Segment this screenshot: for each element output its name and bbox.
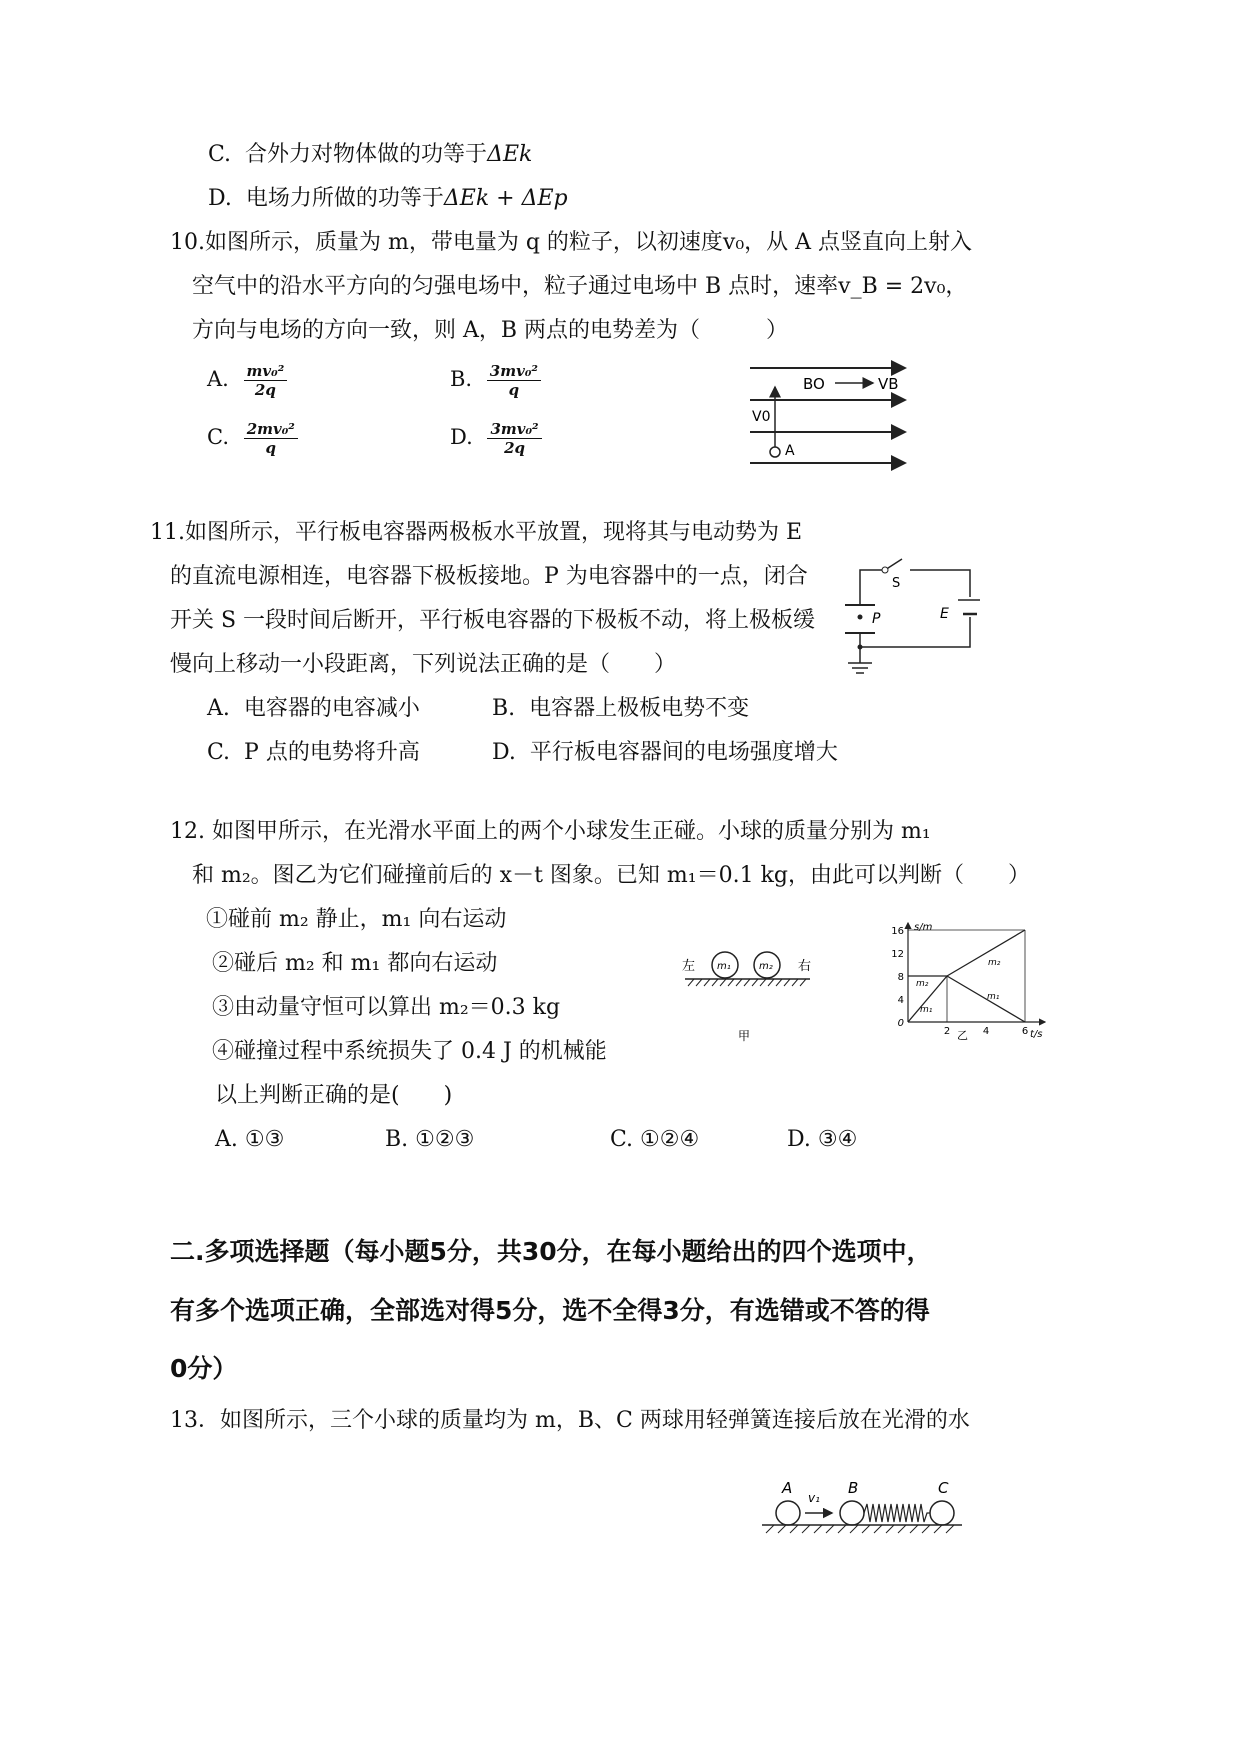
label-vb: VB [878,375,899,393]
y-tick-label: 16 [891,926,904,937]
q12-line1: 12. 如图甲所示，在光滑水平面上的两个小球发生正碰。小球的质量分别为 m₁ [170,819,931,844]
q11-option-d: D. 平行板电容器间的电场强度增大 [492,740,838,765]
label-c: C [938,1480,949,1497]
ball-m1-label: m₁ [717,961,731,972]
label-s: S [892,576,901,591]
q12-option-b: B. ①②③ [385,1127,475,1152]
caption-yi: 乙 [957,1029,968,1042]
q12-xt-chart [880,915,1060,1045]
q11-line1: 11.如图所示，平行板电容器两极板水平放置，现将其与电动势为 E [150,520,803,545]
label-v0: V0 [752,409,771,425]
q11-line3: 开关 S 一段时间后断开，平行板电容器的下极板不动，将上极板缓 [170,608,816,633]
q11-circuit-figure [840,555,980,680]
q10-option-b-fraction: $\frac{\text{3mv₀²}}{q}$ [487,362,541,399]
q10-option-d: D. $\frac{\text{3mv₀²}}{2q}$ [450,420,542,457]
y-axis-label: s/m [914,922,933,933]
q12-figure-jia [680,948,815,1048]
section2-heading-line1: 二.多项选择题（每小题5分，共30分，在每小题给出的四个选项中， [170,1237,932,1266]
q12-option-d: D. ③④ [787,1127,858,1152]
label-v1: v₁ [808,1491,820,1505]
ground-hatch [688,979,806,986]
q10-field-figure [745,355,915,475]
label-b: BO [803,375,825,393]
q9-option-c: C. 合外力对物体做的功等于ΔEk [208,142,533,167]
y-tick-label: 4 [897,995,904,1006]
q11-option-c: C. P 点的电势将升高 [207,740,420,765]
q12-prompt: 以上判断正确的是( ) [215,1083,453,1108]
series-line-4 [947,976,1025,1022]
series-label: m₁ [920,1005,933,1015]
series-line-3 [947,930,1025,976]
q10-line1: 10.如图所示，质量为 m，带电量为 q 的粒子，以初速度v₀，从 A 点竖直向上射入 [170,230,973,255]
q12-statement-1: ①碰前 m₂ 静止，m₁ 向右运动 [206,907,507,932]
q12-option-a: A. ①③ [215,1127,285,1152]
ground-hatch [766,1525,954,1533]
y-tick-label: 12 [891,949,904,960]
ball-m2-label: m₂ [759,961,773,972]
x-axis-label: t/s [1030,1029,1043,1040]
series-label: m₂ [988,958,1001,968]
x-tick-label: 6 [1021,1026,1029,1037]
q10-line2: 空气中的沿水平方向的匀强电场中，粒子通过电场中 B 点时，速率v_B = 2v₀， [192,274,968,299]
point-p-dot [858,615,863,620]
q13-figure [760,1480,965,1550]
q10-option-c: C. $\frac{\text{2mv₀²}}{q}$ [207,420,298,457]
q10-option-a: A. $\frac{\text{mv₀²}}{2q}$ [207,362,287,399]
ball-c [930,1501,954,1525]
ground-symbol [848,663,872,673]
q10-line3: 方向与电场的方向一致，则 A，B 两点的电势差为（ ） [192,318,789,343]
q10-option-a-fraction: $\frac{\text{mv₀²}}{2q}$ [244,362,288,399]
q12-statement-2: ②碰后 m₂ 和 m₁ 都向右运动 [212,951,498,976]
point-a-dot [770,447,780,457]
label-left: 左 [682,959,696,974]
label-b: B [848,1480,859,1497]
caption-jia: 甲 [738,1029,751,1043]
q10-option-c-fraction: $\frac{\text{2mv₀²}}{q}$ [244,420,298,457]
q10-option-d-fraction: $\frac{\text{3mv₀²}}{2q}$ [487,420,541,457]
label-right: 右 [798,959,812,974]
q9-option-d: D. 电场力所做的功等于ΔEk + ΔEp [208,186,568,211]
y-tick-label: 0 [897,1018,904,1029]
label-a: A [785,443,795,459]
q12-statement-3: ③由动量守恒可以算出 m₂＝0.3 kg [212,995,561,1020]
label-p: P [872,611,881,627]
x-tick-label: 4 [982,1026,990,1037]
label-e: E [940,606,949,622]
q10-option-b: B. $\frac{\text{3mv₀²}}{q}$ [450,362,541,399]
y-tick-label: 8 [897,972,904,983]
q12-option-c: C. ①②④ [610,1127,700,1152]
q11-option-a: A. 电容器的电容减小 [207,696,420,721]
spring [864,1504,930,1522]
series-label: m₂ [916,979,929,989]
switch-contact [882,567,888,573]
q11-line4: 慢向上移动一小段距离，下列说法正确的是（ ） [170,652,677,677]
q11-line2: 的直流电源相连，电容器下极板接地。P 为电容器中的一点，闭合 [170,564,808,589]
ground-node [858,645,863,650]
series-label: m₁ [987,992,1000,1002]
q13-line1: 13．如图所示，三个小球的质量均为 m，B、C 两球用轻弹簧连接后放在光滑的水 [170,1408,970,1433]
ball-a [776,1501,800,1525]
q12-statement-4: ④碰撞过程中系统损失了 0.4 J 的机械能 [212,1039,607,1064]
section2-heading-line3: 0分） [170,1354,238,1383]
label-a: A [782,1480,793,1497]
q11-option-b: B. 电容器上极板电势不变 [492,696,750,721]
ball-b [840,1501,864,1525]
q12-line2: 和 m₂。图乙为它们碰撞前后的 x－t 图象。已知 m₁＝0.1 kg，由此可以判断（ ） [192,863,1030,888]
section2-heading-line2: 有多个选项正确，全部选对得5分，选不全得3分，有选错或不答的得 [170,1296,930,1325]
x-tick-label: 2 [943,1026,951,1037]
